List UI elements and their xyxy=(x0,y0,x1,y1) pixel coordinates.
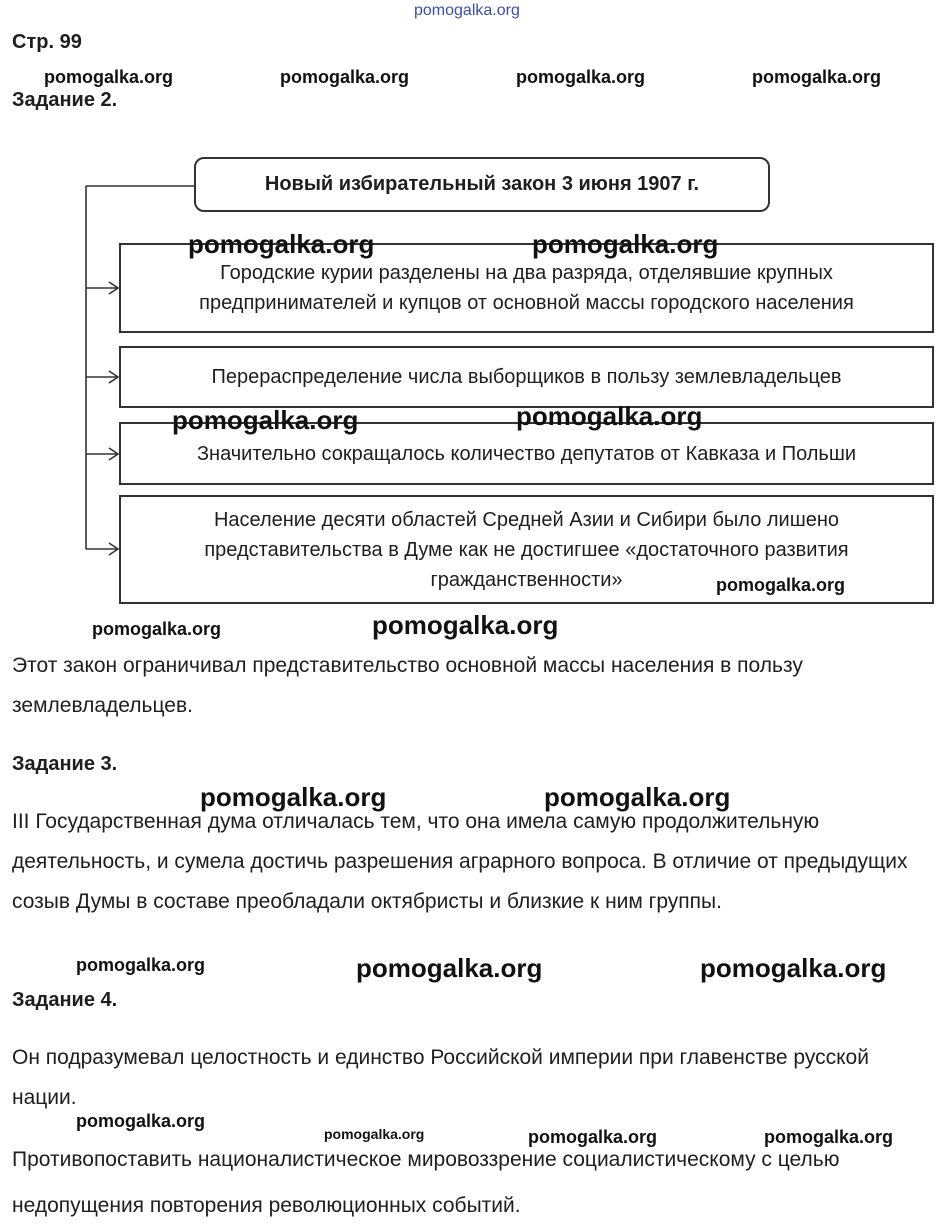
watermark: pomogalka.org xyxy=(532,229,719,259)
watermark: pomogalka.org xyxy=(544,782,731,812)
watermark: pomogalka.org xyxy=(356,953,543,983)
diagram-box-text: Перераспределение числа выборщиков в пользу землевладельцев xyxy=(211,366,842,388)
diagram-title-box xyxy=(194,157,770,212)
watermark: pomogalka.org xyxy=(200,782,387,812)
watermark: pomogalka.org xyxy=(516,401,703,431)
watermark: pomogalka.org xyxy=(752,67,882,87)
task3-text: III Государственная дума отличалась тем, что она имела самую продолжительную деятельность, и сумела достичь разрешения аграрного вопроса. В отличие от предыдущих созыв Думы в составе преобладали октябристы и близкие к ним группы. xyxy=(12,810,908,913)
task2-conclusion: Этот закон ограничивал представительство основной массы населения в пользу землевладельцев. xyxy=(12,654,803,717)
watermark: pomogalka.org xyxy=(280,67,410,87)
watermark: pomogalka.org xyxy=(716,575,846,595)
task3-heading: Задание 3. xyxy=(12,753,118,775)
diagram-title: Новый избирательный закон 3 июня 1907 г. xyxy=(264,173,700,195)
task4-heading: Задание 4. xyxy=(12,989,118,1011)
diagram-box-text: Городские курии разделены на два разряда, отделявшие крупных предпринимателей и купцов от основной массы городского населения xyxy=(199,262,854,314)
diagram-box-text: Значительно сокращалось количество депутатов от Кавказа и Польши xyxy=(196,442,857,465)
task2-heading: Задание 2. xyxy=(12,89,118,111)
diagram-box-text: Население десяти областей Средней Азии и Сибири было лишено представительства в Думе как не достигшее «достаточного развития гражданственности» xyxy=(204,508,849,591)
watermark: pomogalka.org xyxy=(372,610,559,640)
watermark: pomogalka.org xyxy=(528,1127,658,1147)
watermark: pomogalka.org xyxy=(44,67,174,87)
diagram-box-2 xyxy=(119,346,934,408)
watermark: pomogalka.org xyxy=(700,953,887,983)
watermark: pomogalka.org xyxy=(764,1127,894,1147)
watermark: pomogalka.org xyxy=(172,405,359,435)
watermark: pomogalka.org xyxy=(324,1126,425,1142)
watermark: pomogalka.org xyxy=(76,1111,206,1131)
task4-text-2: Противопоставить националистическое мировоззрение социалистическому с целью недопущения повторения революционных событий. xyxy=(12,1148,840,1217)
watermark: pomogalka.org xyxy=(188,229,375,259)
watermark: pomogalka.org xyxy=(516,67,646,87)
watermark: pomogalka.org xyxy=(92,619,222,639)
task4-text-1: Он подразумевал целостность и единство Российской империи при главенстве русской нации. xyxy=(12,1046,869,1109)
page-label: Стр. 99 xyxy=(12,31,82,53)
watermark: pomogalka.org xyxy=(76,955,206,975)
watermark-top: pomogalka.org xyxy=(414,2,520,19)
